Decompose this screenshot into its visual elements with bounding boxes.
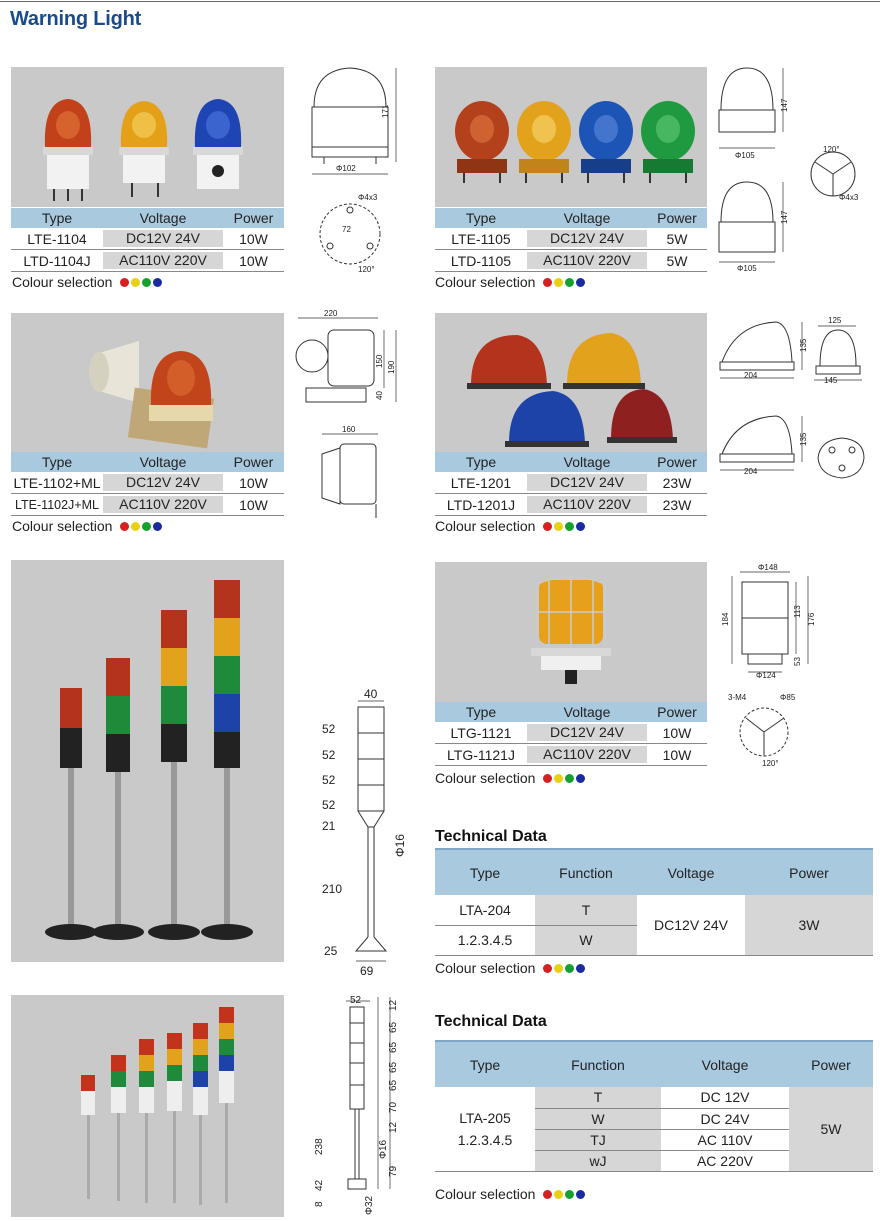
product-photo-ltg-1121	[435, 562, 707, 702]
product-photo-lte-1105	[435, 67, 707, 207]
caged-beacon-image	[435, 562, 707, 702]
dim-height: 171	[381, 104, 390, 118]
dim-s10: 42	[314, 1179, 325, 1191]
yellow-dot	[554, 1190, 563, 1199]
blue-dot	[153, 278, 162, 287]
dim-width: 40	[364, 687, 378, 701]
dimension-drawing-lte-1104	[300, 62, 410, 282]
page-title: Warning Light	[10, 8, 142, 30]
spec-table-lte-1102-ml	[11, 452, 284, 516]
product-photo-lte-1102-ml	[11, 313, 284, 452]
header-voltage: Voltage	[563, 454, 611, 470]
dim-width-1: 204	[744, 371, 758, 380]
yellow-dot	[131, 522, 140, 531]
dim-width-1: Φ105	[735, 151, 755, 160]
dim-diameter-2: Φ124	[756, 671, 776, 680]
dim-pcd: 72	[342, 225, 351, 234]
header-type: Type	[465, 704, 497, 720]
dim-height-3: 40	[375, 391, 384, 400]
dim-s6: 70	[388, 1101, 399, 1113]
dim-width-4: 204	[744, 467, 758, 476]
voltage-cell: AC110V 220V	[103, 496, 223, 513]
dim-angle: 120°	[762, 759, 779, 768]
green-dot	[565, 964, 574, 973]
dim-base: 69	[360, 964, 374, 978]
header-power: Power	[233, 210, 274, 226]
voltage-cell: AC110V 220V	[527, 496, 647, 513]
green-dot	[142, 278, 151, 287]
function-cell: TJ	[535, 1129, 661, 1150]
colour-selection	[12, 518, 162, 534]
dim-height-1: 184	[721, 612, 730, 626]
type-cell: LTD-1105	[450, 252, 512, 269]
type-cell: LTD-1201J	[446, 496, 516, 513]
colour-selection	[435, 518, 585, 534]
dim-s3: 65	[388, 1041, 399, 1053]
dim-s8: 238	[314, 1138, 325, 1155]
colour-selection-label: Colour selection	[12, 274, 113, 290]
voltage-cell: DC12V 24V	[103, 230, 223, 247]
dim-height-1: 135	[799, 338, 808, 352]
green-dot	[142, 522, 151, 531]
spec-table-lte-1104	[11, 208, 284, 272]
colour-selection-label: Colour selection	[12, 518, 113, 534]
red-dot	[543, 1190, 552, 1199]
type-line-2: 1.2.3.4.5	[457, 1131, 513, 1148]
technical-data-title-2: Technical Data	[435, 1013, 547, 1030]
dimension-drawing-lte-1105	[715, 62, 875, 277]
dim-angle: 120°	[358, 265, 375, 274]
power-cell: 5W	[666, 252, 688, 269]
function-cell: W	[535, 1108, 661, 1129]
dim-width-2: 125	[828, 316, 842, 325]
green-dot	[565, 278, 574, 287]
header-voltage: Voltage	[637, 849, 745, 895]
power-cell: 23W	[662, 474, 692, 491]
voltage-cell: DC12V 24V	[637, 895, 745, 955]
voltage-cell: DC 24V	[661, 1108, 789, 1129]
colour-selection-label: Colour selection	[435, 1186, 536, 1202]
rotating-beacons-image	[11, 67, 284, 207]
dimension-drawing-lta-205	[312, 993, 422, 1218]
type-cell: LTE-1201	[450, 474, 512, 491]
dim-width: 220	[324, 309, 338, 318]
half-dome-beacons-image	[435, 313, 707, 452]
header-power: Power	[789, 1041, 873, 1087]
power-cell: 10W	[662, 746, 692, 763]
spec-table-lte-1105	[435, 208, 707, 272]
blue-dot	[576, 522, 585, 531]
red-dot	[543, 964, 552, 973]
header-power: Power	[233, 454, 274, 470]
function-cell: T	[535, 1087, 661, 1108]
colour-selection	[12, 274, 162, 290]
red-dot	[543, 774, 552, 783]
type-line-1: LTA-205	[459, 1109, 511, 1126]
type-cell: LTG-1121J	[447, 746, 515, 763]
type-cell: LTE-1102J+ML	[15, 497, 99, 512]
voltage-cell: DC12V 24V	[103, 474, 223, 491]
dim-holes: 3-M4	[728, 693, 747, 702]
dim-pcd: Φ85	[780, 693, 796, 702]
dim-diameter: Φ148	[758, 563, 778, 572]
colour-selection-label: Colour selection	[435, 518, 536, 534]
type-cell	[435, 1087, 535, 1171]
blue-dot	[576, 1190, 585, 1199]
blue-dot	[576, 774, 585, 783]
dim-holes: Φ4x3	[358, 193, 378, 202]
dim-width: 52	[350, 995, 362, 1006]
voltage-cell: DC 12V	[661, 1087, 789, 1108]
header-type: Type	[435, 849, 535, 895]
header-type: Type	[435, 1041, 535, 1087]
yellow-dot	[554, 964, 563, 973]
dim-base: Φ32	[364, 1195, 375, 1215]
function-cell: wJ	[535, 1150, 661, 1171]
dimension-drawing-lte-1201	[716, 312, 876, 487]
header-power: Power	[657, 454, 697, 470]
rotating-beacons-image	[435, 67, 707, 207]
header-power: Power	[745, 849, 873, 895]
power-cell: 10W	[239, 496, 268, 513]
type-cell: LTE-1102+ML	[13, 474, 101, 491]
yellow-dot	[554, 522, 563, 531]
red-dot	[120, 278, 129, 287]
technical-data-table-lta-204	[435, 848, 873, 956]
dim-holes: Φ4x3	[839, 193, 859, 202]
dim-section-1: 52	[322, 722, 336, 736]
colour-selection-label: Colour selection	[435, 960, 536, 976]
dim-height-2: 147	[780, 210, 789, 224]
dimension-drawing-lte-1102-ml	[292, 308, 417, 523]
green-dot	[565, 774, 574, 783]
dim-s11: 8	[314, 1201, 325, 1207]
dim-width-3: 145	[824, 376, 838, 385]
dim-s1: 12	[388, 999, 399, 1011]
voltage-cell: DC12V 24V	[527, 230, 647, 247]
header-voltage: Voltage	[139, 454, 187, 470]
dim-angle: 120°	[823, 145, 840, 154]
colour-selection	[435, 1186, 585, 1202]
type-cell: 1.2.3.4.5	[435, 925, 535, 955]
function-cell: W	[535, 925, 637, 955]
technical-data-title-1: Technical Data	[435, 828, 547, 845]
dim-pole-diameter: Φ16	[378, 1139, 389, 1159]
header-voltage: Voltage	[563, 210, 611, 226]
dim-section-2: 52	[322, 748, 336, 762]
type-cell: LTA-204	[435, 895, 535, 925]
dim-section-6: 210	[322, 882, 343, 896]
dim-section-4: 52	[322, 798, 336, 812]
function-cell: T	[535, 895, 637, 925]
power-cell: 10W	[662, 724, 692, 741]
voltage-cell: DC12V 24V	[527, 724, 647, 741]
dim-width: Φ102	[336, 164, 356, 173]
power-cell: 10W	[239, 252, 268, 269]
header-voltage: Voltage	[563, 704, 611, 720]
voltage-cell: AC 110V	[661, 1129, 789, 1150]
header-type: Type	[41, 454, 73, 470]
yellow-dot	[131, 278, 140, 287]
top-rule	[0, 1, 880, 2]
header-power: Power	[657, 210, 697, 226]
dim-section-7: 25	[324, 944, 338, 958]
power-cell: 10W	[239, 474, 268, 491]
voltage-cell: AC110V 220V	[527, 252, 647, 269]
green-dot	[565, 522, 574, 531]
dimension-drawing-ltg-1121	[718, 560, 878, 770]
colour-selection	[435, 960, 585, 976]
dim-s5: 65	[388, 1079, 399, 1091]
dim-height-4: 53	[793, 657, 802, 666]
voltage-cell: AC110V 220V	[103, 252, 223, 269]
type-cell: LTD-1104J	[23, 252, 91, 269]
dimension-drawing-lta-204	[318, 685, 418, 978]
blue-dot	[576, 964, 585, 973]
signal-tower-lights-image	[11, 560, 284, 962]
dim-section-3: 52	[322, 773, 336, 787]
colour-selection-label: Colour selection	[435, 274, 536, 290]
voltage-cell: AC110V 220V	[527, 746, 647, 763]
header-type: Type	[465, 210, 497, 226]
product-photo-lte-1201	[435, 313, 707, 452]
spec-table-ltg-1121	[435, 702, 707, 766]
dim-height-1: 150	[375, 354, 384, 368]
dim-height-1: 147	[780, 98, 789, 112]
blue-dot	[576, 278, 585, 287]
dim-width-2: 160	[342, 425, 356, 434]
dim-height-2: 135	[799, 432, 808, 446]
yellow-dot	[554, 278, 563, 287]
red-dot	[120, 522, 129, 531]
header-type: Type	[465, 454, 497, 470]
header-function: Function	[535, 1041, 661, 1087]
type-cell: LTE-1104	[27, 230, 87, 247]
header-voltage: Voltage	[139, 210, 187, 226]
dim-width-2: Φ105	[737, 264, 757, 273]
dim-pole-diameter: Φ16	[393, 834, 407, 857]
dim-s7: 12	[388, 1121, 399, 1133]
header-function: Function	[535, 849, 637, 895]
voltage-cell: DC12V 24V	[527, 474, 647, 491]
product-photo-lta-204	[11, 560, 284, 962]
product-photo-lta-205	[11, 995, 284, 1217]
dim-height-3: 176	[807, 612, 816, 626]
yellow-dot	[554, 774, 563, 783]
power-cell: 3W	[745, 895, 873, 955]
header-power: Power	[657, 704, 697, 720]
red-dot	[543, 278, 552, 287]
red-dot	[543, 522, 552, 531]
technical-data-table-lta-205	[435, 1040, 873, 1172]
power-cell: 5W	[789, 1087, 873, 1171]
green-dot	[565, 1190, 574, 1199]
dim-section-5: 21	[322, 819, 336, 833]
colour-selection	[435, 274, 585, 290]
colour-selection	[435, 770, 585, 786]
dim-height-2: 190	[387, 360, 396, 374]
voltage-cell: AC 220V	[661, 1150, 789, 1171]
product-photo-lte-1104	[11, 67, 284, 207]
dim-s4: 65	[388, 1061, 399, 1073]
header-type: Type	[41, 210, 73, 226]
power-cell: 5W	[666, 230, 688, 247]
power-cell: 10W	[239, 230, 268, 247]
type-cell: LTE-1105	[451, 230, 511, 247]
beacon-with-horn-image	[11, 313, 284, 452]
header-voltage: Voltage	[661, 1041, 789, 1087]
colour-selection-label: Colour selection	[435, 770, 536, 786]
slim-signal-towers-image	[11, 995, 284, 1217]
spec-table-lte-1201	[435, 452, 707, 516]
dim-s9: 79	[388, 1165, 399, 1177]
dim-height-2: 113	[793, 605, 802, 618]
blue-dot	[153, 522, 162, 531]
type-cell: LTG-1121	[450, 724, 512, 741]
dim-s2: 65	[388, 1021, 399, 1033]
power-cell: 23W	[662, 496, 692, 513]
